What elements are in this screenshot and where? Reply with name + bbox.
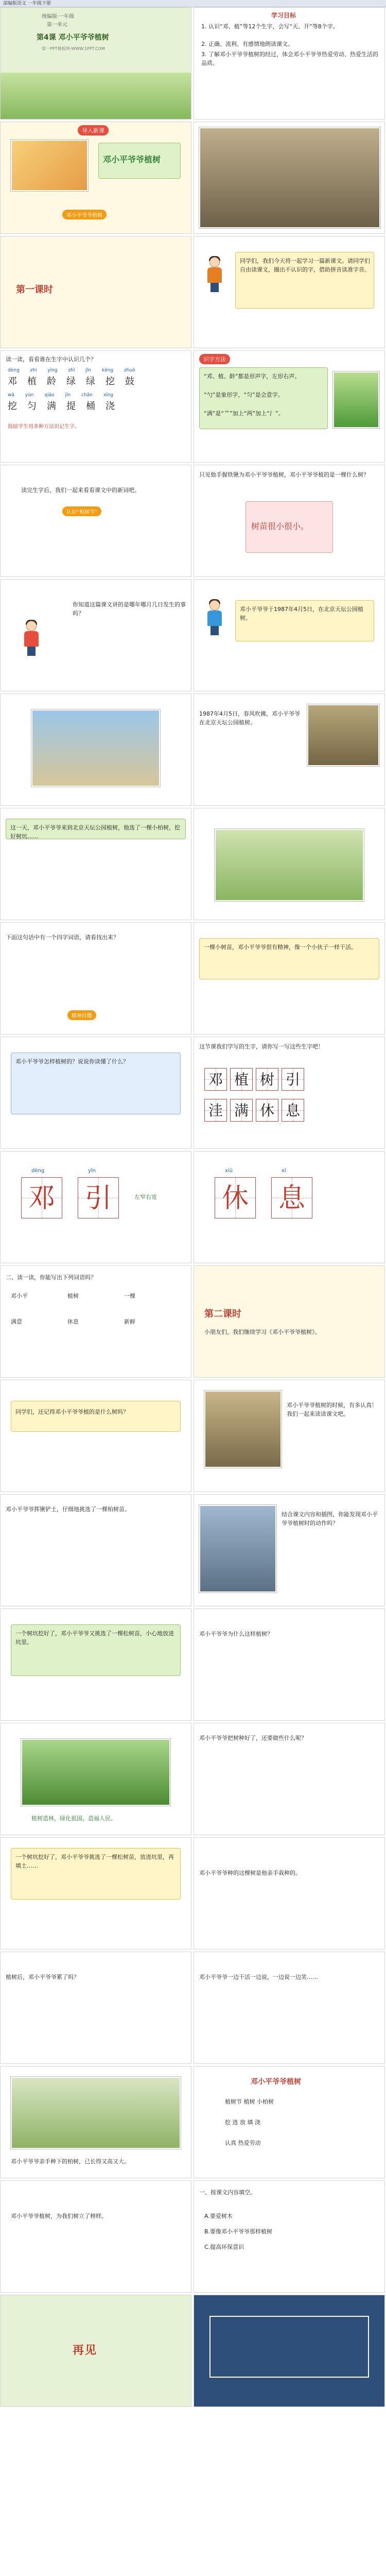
slide-para-1-text[interactable] [194, 693, 385, 806]
slide-sentence[interactable] [0, 922, 191, 1035]
girl-figure [204, 600, 225, 636]
method-tag: 识字方法 [199, 354, 230, 364]
sentence-pill: 精神抖擞 [67, 1010, 96, 1020]
grown-tree-image [11, 2077, 181, 2149]
exercise-word: 新鲜 [124, 1318, 135, 1325]
exercise-word: 一棵 [124, 1293, 135, 1299]
slide-goals[interactable] [194, 7, 385, 120]
intro-text: 同学们，我们今天将一起学习一篇新课文。请同学们自由读课文，圈出不认识的字，借助拼音读准字音。 [240, 258, 370, 274]
slide-review[interactable] [0, 1380, 191, 1492]
slide-observe[interactable] [194, 1723, 385, 1835]
board-line-3: 认真 热爱劳动 [225, 2140, 261, 2146]
overall-question: 你知道这篇课文讲的是哪年哪月几日发生的事吗？ [73, 601, 186, 617]
slide-literacy[interactable] [0, 350, 191, 463]
goal-3: 3. 了解邓小平爷爷植树的经过，体会邓小平爷爷热爱劳动、热爱生活的品质。 [201, 51, 378, 67]
exercise-word: 邓小平 [11, 1293, 28, 1299]
review-text: 同学们，还记得邓小平爷爷植的是什么树吗？ [15, 1409, 129, 1415]
goal-2: 2. 正确、流利、有感情地朗读课文。 [201, 41, 293, 47]
historical-photo [199, 127, 380, 228]
goals-title: 学习目标 [271, 12, 296, 19]
extend-text: 植树造林，绿化祖国，造福人民。 [31, 1815, 116, 1822]
vocab-text: 一个树坑挖好了，邓小平爷爷又挑选了一棵松树苗，小心地放进坑里。 [15, 1630, 174, 1646]
first-lesson-title: 第一课时 [16, 284, 53, 295]
pinyin-row-2: wǎ yún qiǎo jīn chǎn xīng [8, 393, 114, 398]
char-cell: 休 [256, 1099, 278, 1122]
slide-find-actions[interactable] [194, 1494, 385, 1606]
slide-title[interactable] [0, 7, 191, 120]
para-photo [307, 704, 379, 766]
slide-practice[interactable] [194, 2180, 385, 2293]
para-3-text: 一棵小树苗，邓小平爷爷很有精神，像一个小伙子一样干活。 [204, 944, 357, 951]
model-char: 休 [215, 1177, 256, 1218]
words-pill: 认识“植树节” [62, 506, 101, 516]
reading-aloud-text: 邓小平爷爷种的这棵树是他亲手栽种的。 [199, 1870, 301, 1876]
practice-question: 一、按课文内容填空。 [199, 2189, 256, 2196]
pinyin-xi: xī [282, 1168, 286, 1174]
slide-first-lesson[interactable] [0, 236, 191, 348]
literacy-question: 读一读，看看谁在生字中认识几个？ [6, 356, 96, 363]
pinyin-xiu: xiū [225, 1168, 233, 1174]
appreciate-box [11, 1053, 181, 1114]
slide-words[interactable] [0, 465, 191, 577]
section-tag: 导入新课 [78, 125, 109, 135]
intro-bubble [235, 252, 374, 309]
model-char: 引 [78, 1177, 119, 1218]
model-char: 息 [271, 1177, 312, 1218]
model-tip: 左窄右宽 [134, 1194, 157, 1200]
practice-option[interactable]: B.要像邓小平爷爷那样植树 [204, 2228, 273, 2235]
exercise-word: 植树 [67, 1293, 79, 1299]
appreciate-text: 邓小平爷爷怎样植树的？说说你读懂了什么？ [15, 1058, 129, 1065]
para-2-text: 这一天，邓小平爷爷来到北京天坛公园植树，他选了一棵小柏树，挖好树坑…… [10, 824, 180, 840]
slide-close-reading[interactable] [194, 1380, 385, 1492]
close-reading-text: 邓小平爷爷植树的时候，有多认真！我们一起来读读课文吧。 [287, 1402, 377, 1418]
sentence-study-text: 邓小平爷爷一边干活一边说，一边说一边笑…… [199, 1974, 318, 1980]
slide-intro[interactable] [0, 122, 191, 234]
para-4-box [11, 1848, 181, 1900]
slide-para-2-read[interactable] [0, 1494, 191, 1606]
forest-image [21, 1739, 170, 1806]
exercise-word: 满意 [11, 1318, 22, 1325]
vocab-box [11, 1624, 181, 1676]
method-line-2: “勺”是象形字，“匀”是会意字。 [204, 392, 284, 398]
para-2-box [6, 819, 186, 839]
exercise-word: 休息 [67, 1318, 79, 1325]
slide-brand[interactable] [194, 2295, 385, 2407]
reading-photo [204, 1391, 282, 1468]
goal-1: 1. 认识“邓、植”等12个生字，会写“天、开”等8个字。 [201, 23, 339, 30]
slide-para-1[interactable] [0, 693, 191, 806]
model-char: 邓 [21, 1177, 62, 1218]
second-lesson-text: 小朋友们，我们继续学习《邓小平爷爷植树》。 [204, 1329, 321, 1335]
site-label: 第一PPT模板网-WWW.1PPT.COM [42, 46, 105, 51]
teacher-figure [204, 257, 225, 293]
slide-writing[interactable] [194, 1037, 385, 1149]
char-cell: 树 [256, 1068, 278, 1091]
para-2-read-text: 邓小平爷爷挥锹铲土，仔细地挑选了一棵柏树苗。 [6, 1506, 130, 1513]
tiantan-image [31, 709, 160, 787]
slide-photo-intro[interactable] [194, 122, 385, 234]
actions-photo [199, 1505, 276, 1592]
chapter-label: 第一单元 [47, 22, 67, 28]
writing-question: 这节课我们学写的生字，请你写一写这些生字吧！ [199, 1043, 324, 1050]
tree-image [333, 371, 379, 428]
tree-question: 只见他手握铁锹为邓小平爷爷植树，邓小平爷爷植的是一棵什么树？ [199, 471, 369, 478]
sentence-question: 下面这句话中有一个四字词语，请看找出来？ [6, 934, 119, 941]
method-line-3: “满”是“艹”加上“两”加上“氵”。 [204, 410, 284, 417]
pinyin-yin: yǐn [88, 1168, 96, 1174]
document-header: 部编版语文 一年级下册 [0, 0, 386, 7]
banner-text: 邓小平爷爷植树 [103, 155, 161, 164]
slide-perceive[interactable] [194, 579, 385, 691]
slide-para-2-pic[interactable] [194, 808, 385, 920]
method-box [199, 367, 328, 429]
extension-text: 邓小平爷爷植树，为我们树立了榜样。 [11, 2213, 107, 2219]
slide-extension[interactable] [0, 2180, 191, 2293]
slide-tree-question[interactable] [194, 465, 385, 577]
slide-para-4[interactable] [0, 1837, 191, 1950]
char-cell: 邓 [204, 1068, 227, 1091]
think-text: 植树后，邓小平爷爷累了吗？ [6, 1974, 79, 1980]
words-question: 读完生字后，我们一起来看看课文中的新词吧。 [21, 487, 140, 494]
para-4-text: 一个树坑挖好了，邓小平爷爷挑选了一棵松树苗，放进坑里，再填土…… [15, 1854, 174, 1870]
slide-think[interactable] [0, 1952, 191, 2064]
second-lesson-title: 第二课时 [204, 1309, 241, 1319]
char-cell: 引 [282, 1068, 304, 1091]
slide-exercise[interactable] [0, 1265, 191, 1378]
planting-image [215, 829, 364, 901]
literacy-note: 鼓励学生用多种方法识记生字。 [8, 424, 80, 430]
slide-read-text[interactable] [194, 236, 385, 348]
slide-goodbye[interactable] [0, 2295, 191, 2407]
perceive-box [235, 600, 374, 641]
pinyin-deng: dèng [31, 1168, 45, 1174]
observe-text: 邓小平爷爷把树种好了，还要做些什么呢？ [199, 1735, 307, 1741]
char-cell: 洼 [204, 1099, 227, 1122]
intro-image [11, 140, 88, 191]
slide-para-3[interactable] [194, 922, 385, 1035]
brand-frame [209, 2316, 369, 2378]
slide-overall[interactable] [0, 579, 191, 691]
goodbye-text: 再见 [73, 2344, 98, 2357]
slide-literacy-method[interactable] [194, 350, 385, 463]
board-line-1: 植树节 植树 小柏树 [225, 2098, 274, 2105]
method-line-1: “邓、植、龄”都是形声字，左形右声。 [204, 373, 301, 380]
practice-option[interactable]: C.提高环保意识 [204, 2244, 244, 2250]
slide-second-lesson[interactable] [194, 1265, 385, 1378]
slide-reading-aloud[interactable] [194, 1837, 385, 1950]
banner-box [98, 143, 181, 179]
answer-box [245, 501, 333, 553]
actions-text: 结合课文内容和插图，你能发现邓小平爷爷植树时的动作吗？ [282, 1511, 378, 1527]
char-cell: 满 [230, 1099, 253, 1122]
slide-vocab[interactable] [0, 1608, 191, 1721]
answer-text: 树苗很小很小。 [251, 521, 309, 531]
slide-sentence-study[interactable] [194, 1952, 385, 2064]
slide-board[interactable] [194, 2066, 385, 2178]
slide-extended-reading[interactable] [0, 2066, 191, 2178]
para-3-box [199, 938, 379, 979]
slide-para-2[interactable] [0, 808, 191, 920]
practice-option[interactable]: A.要爱树木 [204, 2213, 233, 2219]
grade-label: 统编版·一年级 [42, 14, 75, 20]
extended-reading-text: 邓小平爷爷亲手种下的柏树，已长得又高又大。 [11, 2158, 130, 2165]
exercise-question: 二、读一读，你能写出下列词语吗？ [6, 1274, 96, 1281]
perceive-text: 邓小平爷爷于1987年4月5日，在北京天坛公园植树。 [240, 606, 363, 622]
kid-figure [21, 621, 42, 657]
board-title: 邓小平爷爷植树 [251, 2078, 301, 2086]
summary-text: 邓小平爷爷为什么这样植树？ [199, 1631, 273, 1637]
pinyin-row-1: dèng zhí yīng zhǐ jǐn kēng zhuō [8, 368, 135, 373]
chars-row-1: 邓植龄绿绿挖鼓 [8, 376, 145, 387]
slide-extend[interactable] [0, 1723, 191, 1835]
slide-appreciate[interactable] [0, 1037, 191, 1149]
char-cell: 息 [282, 1099, 304, 1122]
chars-row-2: 挖匀满提桶浇 [8, 401, 125, 412]
char-cell: 植 [230, 1068, 253, 1091]
slide-summary[interactable] [194, 1608, 385, 1721]
slide-model-1[interactable] [0, 1151, 191, 1263]
review-box [11, 1401, 181, 1432]
slide-model-2[interactable] [194, 1151, 385, 1263]
board-line-2: 挖 选 放 填 浇 [225, 2119, 260, 2126]
grass-decoration [1, 73, 191, 119]
para-1-text: 1987年4月5日，春风吹拂，邓小平爷爷在北京天坛公园植树。 [199, 710, 300, 726]
slide-title-text: 第4课 邓小平爷爷植树 [37, 33, 109, 42]
lesson-pill: 邓小平爷爷植树 [62, 210, 107, 219]
